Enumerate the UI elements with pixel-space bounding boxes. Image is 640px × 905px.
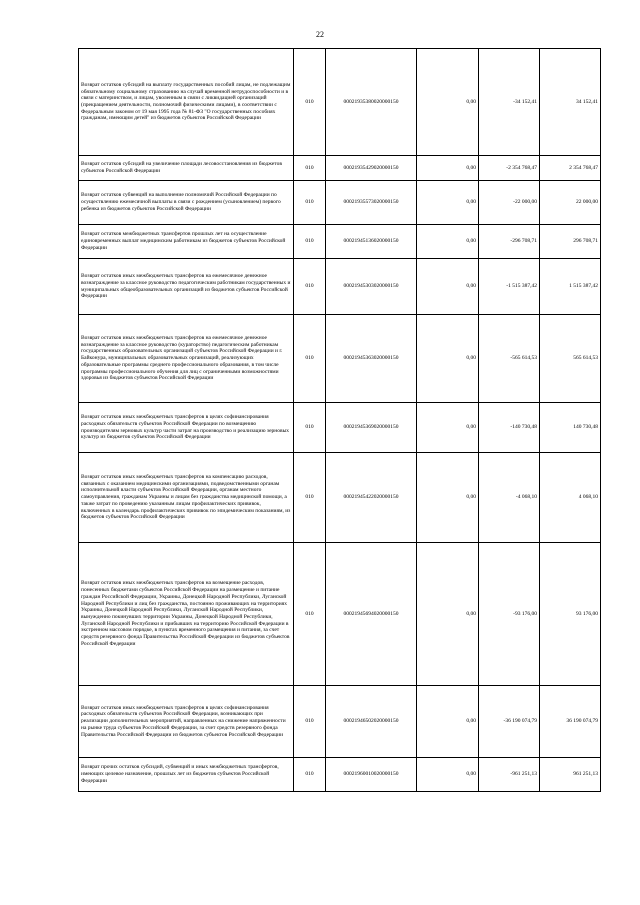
row-kbk: 00021935429020000150 <box>326 156 417 181</box>
table-row <box>79 543 601 686</box>
row-plan: 0,00 <box>417 315 479 403</box>
row-code: 010 <box>294 49 326 156</box>
row-rest: 961 251,13 <box>540 758 601 792</box>
row-fact: -140 730,48 <box>479 403 540 453</box>
table-row <box>79 181 601 225</box>
row-rest: 22 000,00 <box>540 181 601 225</box>
row-rest: 36 190 074,79 <box>540 686 601 758</box>
row-plan: 0,00 <box>417 686 479 758</box>
row-code: 010 <box>294 453 326 543</box>
row-fact: -34 152,41 <box>479 49 540 156</box>
row-name: Возврат остатков иных межбюджетных трансфертов в целях софинансирования расходных обязательств субъектов Российской Федерации по возмещению производителям зерновых культур части затрат на производство и реализацию зерновых культур из бюджетов субъектов Российской Федерации <box>79 403 294 453</box>
row-rest: 34 152,41 <box>540 49 601 156</box>
row-kbk: 00021945136020000150 <box>326 225 417 259</box>
row-name: Возврат остатков иных межбюджетных трансфертов на возмещение расходов, понесенных бюджетами субъектов Российской Федерации на размещение и питание граждан Российской Федерации, Украины, Донецкой Народной Республики, Луганской Народной Республики и лиц без гражданства, постоянно проживающих на территориях Украины, Донецкой Народной Республики, Луганской Народной Республики, вынужденно покинувших территории Украины, Донецкой Народной Республики, Луганской Народной Республики и прибывших на территорию Российской Федерации в экстренном массовом порядке, в пунктах временного размещения и питания, за счет средств резервного фонда Правительства Российской Федерации из бюджетов субъектов Российской Федерации <box>79 543 294 686</box>
row-fact: -565 614,53 <box>479 315 540 403</box>
table-row <box>79 49 601 156</box>
row-fact: -22 000,00 <box>479 181 540 225</box>
row-rest: 4 068,10 <box>540 453 601 543</box>
row-kbk: 00021935380020000150 <box>326 49 417 156</box>
row-plan: 0,00 <box>417 49 479 156</box>
row-name: Возврат остатков субвенций на выполнение полномочий Российской Федерации по осуществлению ежемесячной выплаты в связи с рождением (усыновлением) первого ребенка из бюджетов субъектов Российской Федерации <box>79 181 294 225</box>
page-number: 22 <box>316 30 324 39</box>
row-kbk: 00021935573020000150 <box>326 181 417 225</box>
table-row <box>79 315 601 403</box>
row-code: 010 <box>294 543 326 686</box>
row-kbk: 00021945694020000150 <box>326 543 417 686</box>
row-name: Возврат прочих остатков субсидий, субвенций и иных межбюджетных трансфертов, имеющих целевое назначение, прошлых лет из бюджетов субъектов Российской Федерации <box>79 758 294 792</box>
row-name: Возврат остатков иных межбюджетных трансфертов на компенсацию расходов, связанных с оказанием медицинскими организациями, подведомственными органам исполнительной власти субъектов Российской Федерации, органам местного самоуправления, гражданам Украины и лицам без гражданства медицинской помощи, а также затрат по проведению указанным лицам профилактических прививок, включенных в календарь профилактических прививок по эпидемическим показаниям, из бюджетов субъектов Российской Федерации <box>79 453 294 543</box>
report-table <box>78 48 601 792</box>
row-plan: 0,00 <box>417 543 479 686</box>
row-fact: -1 515 387,42 <box>479 259 540 315</box>
row-rest: 296 708,71 <box>540 225 601 259</box>
row-plan: 0,00 <box>417 156 479 181</box>
row-rest: 2 354 768,47 <box>540 156 601 181</box>
row-plan: 0,00 <box>417 758 479 792</box>
row-kbk: 00021945422020000150 <box>326 453 417 543</box>
row-fact: -961 251,13 <box>479 758 540 792</box>
row-code: 010 <box>294 686 326 758</box>
row-rest: 1 515 387,42 <box>540 259 601 315</box>
row-plan: 0,00 <box>417 259 479 315</box>
row-kbk: 00021960010020000150 <box>326 758 417 792</box>
row-code: 010 <box>294 259 326 315</box>
row-rest: 93 176,00 <box>540 543 601 686</box>
row-name: Возврат остатков иных межбюджетных трансфертов в целях софинансирования расходных обязательств субъектов Российской Федерации, возникающих при реализации дополнительных мероприятий, направленных на снижение напряженности на рынке труда субъектов Российской Федерации, за счет средств резервного фонда Правительства Российской Федерации из бюджетов субъектов Российской Федерации <box>79 686 294 758</box>
row-kbk: 00021946502020000150 <box>326 686 417 758</box>
row-name: Возврат остатков межбюджетных трансфертов прошлых лет на осуществление единовременных выплат медицинским работникам из бюджетов субъектов Российской Федерации <box>79 225 294 259</box>
row-rest: 565 614,53 <box>540 315 601 403</box>
row-code: 010 <box>294 315 326 403</box>
table-row <box>79 453 601 543</box>
row-code: 010 <box>294 156 326 181</box>
row-kbk: 00021945369020000150 <box>326 403 417 453</box>
row-code: 010 <box>294 181 326 225</box>
row-code: 010 <box>294 758 326 792</box>
row-kbk: 00021945303020000150 <box>326 259 417 315</box>
row-rest: 140 730,48 <box>540 403 601 453</box>
row-name: Возврат остатков иных межбюджетных трансфертов на ежемесячное денежное вознаграждение за классное руководство (кураторство) педагогическим работникам государственных образовательных организаций субъектов Российской Федерации и г. Байконура, муниципальных образовательных организаций, реализующих образовательные программы среднего профессионального образования, в том числе программы профессионального обучения для лиц с ограниченными возможностями здоровья из бюджетов субъектов Российской Федерации <box>79 315 294 403</box>
table-row <box>79 758 601 792</box>
row-fact: -93 176,00 <box>479 543 540 686</box>
row-plan: 0,00 <box>417 453 479 543</box>
row-name: Возврат остатков субсидий на увеличение площади лесовосстановления из бюджетов субъектов Российской Федерации <box>79 156 294 181</box>
table-row <box>79 259 601 315</box>
row-fact: -2 354 768,47 <box>479 156 540 181</box>
table-row <box>79 686 601 758</box>
row-kbk: 00021945363020000150 <box>326 315 417 403</box>
row-code: 010 <box>294 403 326 453</box>
row-fact: -296 708,71 <box>479 225 540 259</box>
row-code: 010 <box>294 225 326 259</box>
table-row <box>79 225 601 259</box>
row-fact: -4 068,10 <box>479 453 540 543</box>
row-name: Возврат остатков субсидий на выплату государственных пособий лицам, не подлежащим обязательному социальному страхованию на случай временной нетрудоспособности и в связи с материнством, и лицам, уволенным в связи с ликвидацией организаций (прекращением деятельности, полномочий физическими лицами), в соответствии с Федеральным законом от 19 мая 1995 года № 81-ФЗ "О государственных пособиях гражданам, имеющим детей" из бюджетов субъектов Российской Федерации <box>79 49 294 156</box>
row-plan: 0,00 <box>417 403 479 453</box>
table-row <box>79 156 601 181</box>
row-name: Возврат остатков иных межбюджетных трансфертов на ежемесячное денежное вознаграждение за классное руководство педагогическим работникам государственных и муниципальных общеобразовательных организаций из бюджетов субъектов Российской Федерации <box>79 259 294 315</box>
table-row <box>79 403 601 453</box>
row-fact: -36 190 074,79 <box>479 686 540 758</box>
row-plan: 0,00 <box>417 181 479 225</box>
row-plan: 0,00 <box>417 225 479 259</box>
